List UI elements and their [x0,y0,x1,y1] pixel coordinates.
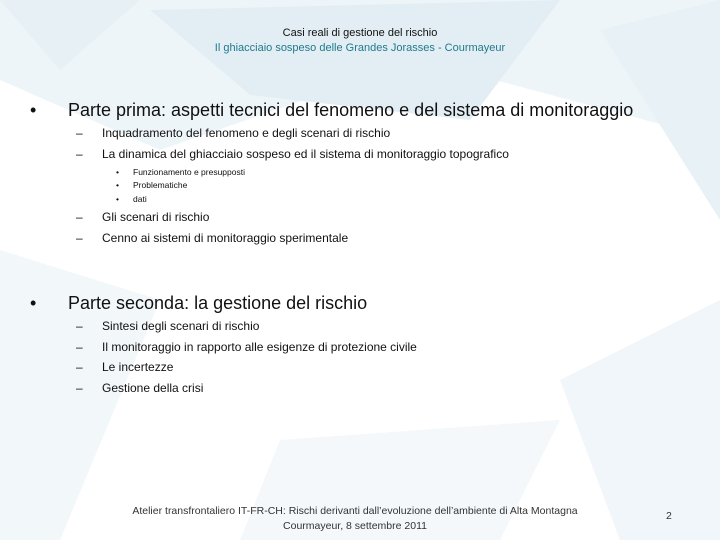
section2-heading [30,292,367,314]
dot-mark: • [116,167,119,177]
section2-title: Parte seconda: la gestione del rischio [68,293,368,313]
page-number: 2 [666,510,672,522]
list-item-text: Inquadramento del fenomeno e degli scenari di rischio [102,126,391,140]
sub-list-item [116,179,187,191]
list-item-text: Gli scenari di rischio [102,210,210,224]
list-item [76,209,209,225]
bullet-mark: • [30,293,37,313]
dash-mark: – [76,210,83,224]
list-item-text: Gestione della crisi [102,381,204,395]
dash-mark: – [76,147,83,161]
dot-mark: • [116,194,119,204]
list-item [76,359,173,375]
sub-list-item-text: Problematiche [133,180,188,190]
list-item [76,146,509,162]
dash-mark: – [76,126,83,140]
footer-line2: Courmayeur, 8 settembre 2011 [283,520,427,532]
list-item [76,318,259,334]
sub-list-item [116,166,245,178]
list-item-text: Il monitoraggio in rapporto alle esigenze di protezione civile [102,340,417,354]
section1-title: Parte prima: aspetti tecnici del fenomeno e del sistema di monitoraggio [68,100,634,120]
list-item-text: Le incertezze [102,360,174,374]
list-item [76,339,417,355]
slide-header [0,26,720,56]
dash-mark: – [76,340,83,354]
section1-heading [30,99,633,121]
bullet-mark: • [30,100,37,120]
dash-mark: – [76,360,83,374]
list-item-text: Sintesi degli scenari di rischio [102,319,260,333]
header-title: Casi reali di gestione del rischio [282,27,438,39]
sub-list-item-text: dati [133,194,147,204]
list-item [76,125,390,141]
sub-list-item [116,193,147,205]
footer-line1: Atelier transfrontaliero IT-FR-CH: Rischi derivanti dall’evoluzione dell’ambiente di Alta Montagna [132,505,578,517]
dash-mark: – [76,381,83,395]
list-item-text: Cenno ai sistemi di monitoraggio sperimentale [102,231,349,245]
list-item-text: La dinamica del ghiacciaio sospeso ed il sistema di monitoraggio topografico [102,147,509,161]
list-item [76,230,348,246]
dash-mark: – [76,231,83,245]
list-item [76,380,203,396]
dot-mark: • [116,180,119,190]
sub-list-item-text: Funzionamento e presupposti [133,167,245,177]
slide-footer [80,504,630,534]
dash-mark: – [76,319,83,333]
header-subtitle: Il ghiacciaio sospeso delle Grandes Jorasses - Courmayeur [214,42,506,54]
